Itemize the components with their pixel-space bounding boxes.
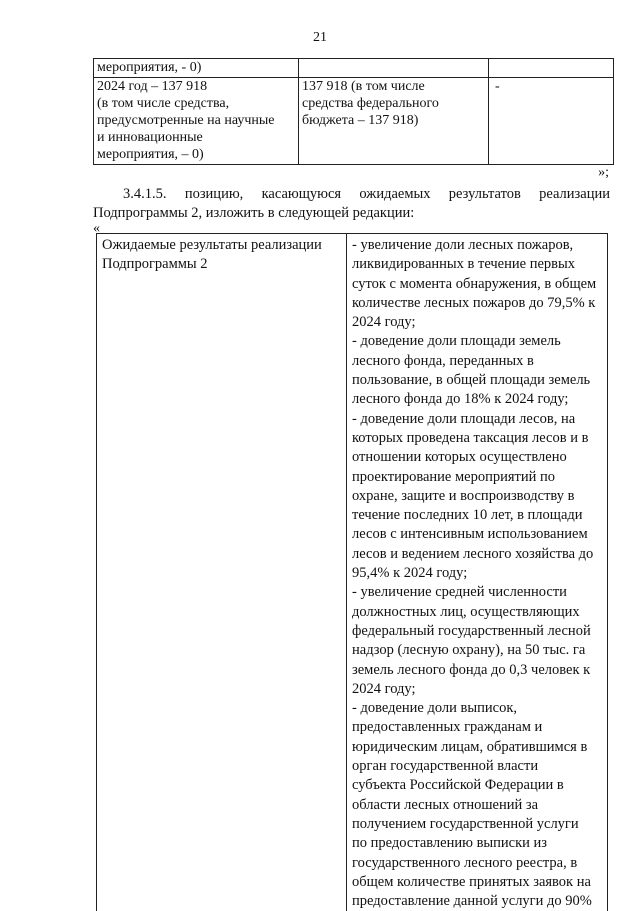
cell-line: - увеличение средней численности	[352, 583, 603, 602]
table-cell	[299, 59, 489, 78]
paragraph-line: 3.4.1.5. позицию, касающуюся ожидаемых результатов реализации	[93, 185, 610, 204]
cell-line: 2024 году;	[352, 680, 603, 699]
cell-line: лесов с интенсивным использованием	[352, 525, 603, 544]
table-cell: -	[489, 78, 614, 165]
cell-line: Ожидаемые результаты реализации	[102, 236, 342, 255]
page-number: 21	[0, 30, 640, 46]
cell-line: Подпрограммы 2	[102, 255, 342, 274]
cell-line: надзор (лесную охрану), на 50 тыс. га	[352, 641, 603, 660]
cell-line: 2024 году;	[352, 313, 603, 332]
cell-line: предоставленных гражданам и	[352, 718, 603, 737]
cell-line: - доведение доли площади земель	[352, 332, 603, 351]
amendment-paragraph	[93, 185, 610, 223]
cell-line: - доведение доли выписок,	[352, 699, 603, 718]
cell-line: пользование, в общей площади земель	[352, 371, 603, 390]
results-list-cell	[347, 234, 608, 911]
cell-line: федеральный государственный лесной	[352, 622, 603, 641]
cell-line: лесного фонда до 18% к 2024 году;	[352, 390, 603, 409]
closing-quote: »;	[598, 165, 609, 181]
cell-line: - доведение доли площади лесов, на	[352, 410, 603, 429]
table-cell: мероприятия, - 0)	[94, 59, 299, 78]
cell-line: получением государственной услуги	[352, 815, 603, 834]
cell-line: государственного лесного реестра, в	[352, 854, 603, 873]
cell-line: по предоставлению выписки из	[352, 834, 603, 853]
cell-line: проектирование мероприятий по	[352, 468, 603, 487]
table-row	[94, 59, 614, 78]
opening-quote: «	[93, 221, 100, 237]
cell-line: 95,4% к 2024 году;	[352, 564, 603, 583]
cell-line: юридическим лицам, обратившимся в	[352, 738, 603, 757]
paragraph-line: Подпрограммы 2, изложить в следующей редакции:	[93, 205, 414, 221]
cell-line: должностных лиц, осуществляющих	[352, 603, 603, 622]
cell-line: общем количестве принятых заявок на	[352, 873, 603, 892]
expected-results-table	[96, 233, 608, 911]
cell-line: лесного фонда, переданных в	[352, 352, 603, 371]
table-row	[94, 78, 614, 165]
cell-line: лесов и ведением лесного хозяйства до	[352, 545, 603, 564]
cell-line: которых проведена таксация лесов и в	[352, 429, 603, 448]
cell-line: отношении которых осуществлено	[352, 448, 603, 467]
table-cell	[489, 59, 614, 78]
cell-line: субъекта Российской Федерации в	[352, 776, 603, 795]
table-row	[97, 234, 608, 911]
results-label-cell	[97, 234, 347, 911]
cell-line: суток с момента обнаружения, в общем	[352, 275, 603, 294]
cell-line: орган государственной власти	[352, 757, 603, 776]
cell-line: количестве лесных пожаров до 79,5% к	[352, 294, 603, 313]
table-cell: 2024 год – 137 918 (в том числе средства, предусмотренные на научные и инновационные мероприятия, – 0)	[94, 78, 299, 165]
cell-line: охране, защите и воспроизводству в	[352, 487, 603, 506]
cell-line: течение последних 10 лет, в площади	[352, 506, 603, 525]
table-cell: 137 918 (в том числе средства федерального бюджета – 137 918)	[299, 78, 489, 165]
cell-line: земель лесного фонда до 0,3 человек к	[352, 661, 603, 680]
cell-line: - увеличение доли лесных пожаров,	[352, 236, 603, 255]
cell-line: предоставление данной услуги до 90%	[352, 892, 603, 911]
funding-table	[93, 58, 614, 165]
cell-line: области лесных отношений за	[352, 796, 603, 815]
cell-line: ликвидированных в течение первых	[352, 255, 603, 274]
